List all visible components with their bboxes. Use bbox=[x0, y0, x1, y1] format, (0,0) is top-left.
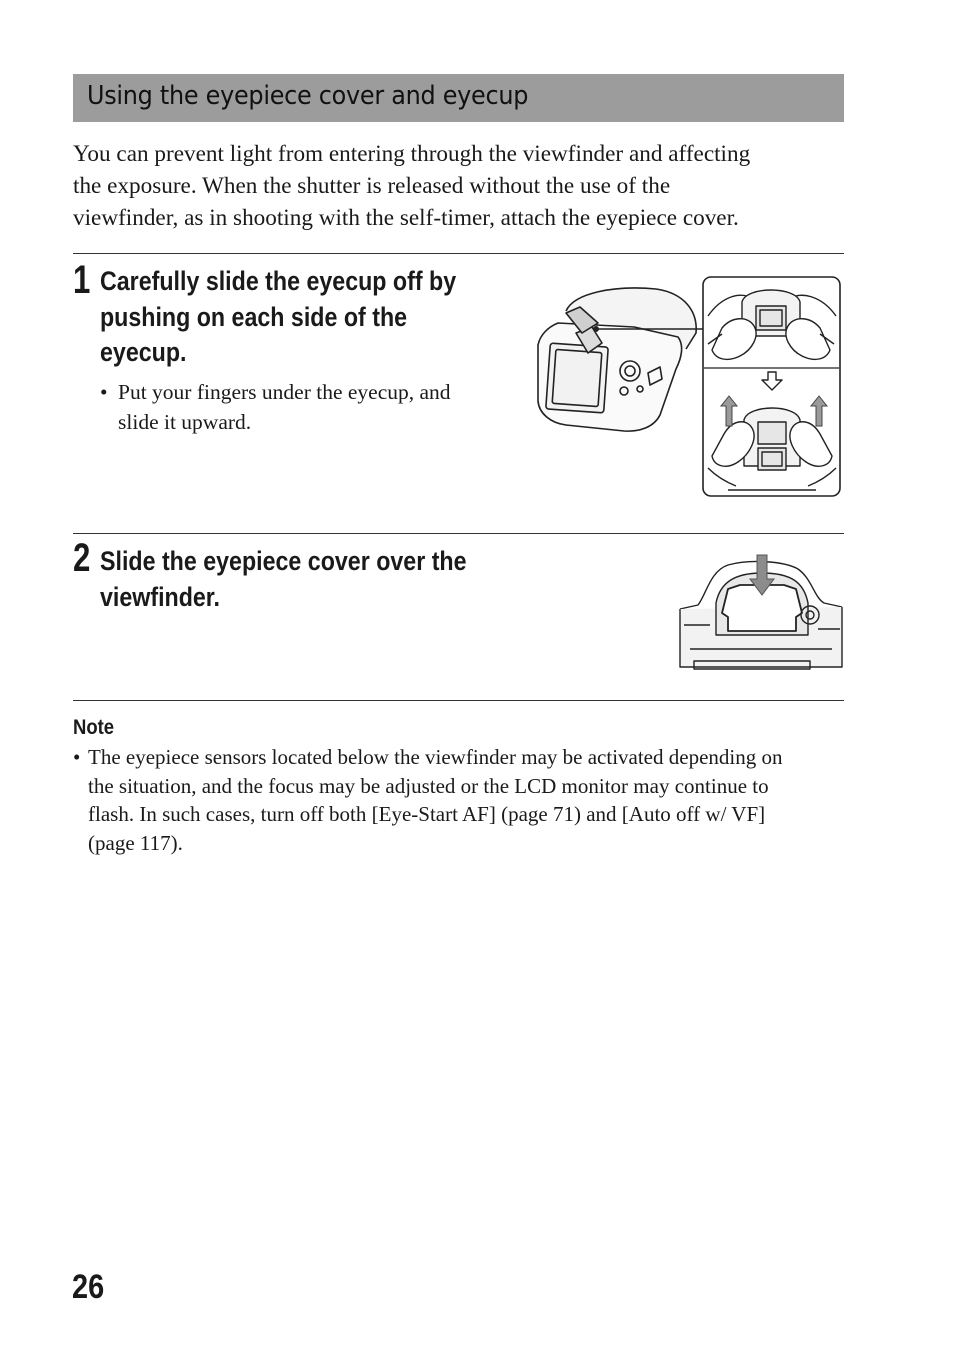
step-2-title-line: viewfinder. bbox=[100, 581, 221, 612]
eyepiece-cover-illustration bbox=[680, 555, 844, 669]
section-title: Using the eyepiece cover and eyecup bbox=[87, 81, 529, 111]
note-line: the situation, and the focus may be adjusted or the LCD monitor may continue to bbox=[88, 773, 769, 798]
section-header bbox=[73, 74, 844, 122]
step-1-title bbox=[100, 264, 456, 371]
bullet-mark: • bbox=[100, 380, 108, 404]
eyecup-removal-illustration bbox=[702, 276, 842, 498]
page-number: 26 bbox=[72, 1268, 105, 1306]
divider-rule bbox=[73, 253, 844, 254]
note-line: (page 117). bbox=[88, 830, 183, 855]
step-2-number: 2 bbox=[73, 536, 91, 580]
divider-rule bbox=[73, 700, 844, 701]
step-1-instruction-line: Put your fingers under the eyecup, and bbox=[118, 380, 451, 404]
note-line: The eyepiece sensors located below the viewfinder may be activated depending on bbox=[88, 745, 783, 769]
divider-rule bbox=[73, 533, 844, 534]
step-2-title-line: Slide the eyepiece cover over the bbox=[100, 546, 467, 576]
note-line: flash. In such cases, turn off both [Eye-Start AF] (page 71) and [Auto off w/ VF] bbox=[88, 802, 766, 826]
step-1-number: 1 bbox=[73, 258, 91, 302]
intro-line: the exposure. When the shutter is released without the use of the bbox=[73, 173, 671, 199]
intro-line: viewfinder, as in shooting with the self-timer, attach the eyepiece cover. bbox=[73, 205, 739, 231]
note-body bbox=[73, 743, 843, 857]
step-1-instruction bbox=[100, 377, 520, 437]
step-1-title-line: Carefully slide the eyecup off by bbox=[100, 266, 457, 296]
step-1-title-line: pushing on each side of the bbox=[100, 301, 408, 332]
step-1-instruction-line: slide it upward. bbox=[118, 410, 252, 434]
bullet-mark: • bbox=[73, 745, 81, 769]
step-2-title bbox=[100, 544, 467, 615]
intro-line: You can prevent light from entering through the viewfinder and affecting bbox=[73, 141, 751, 167]
intro-paragraph bbox=[73, 138, 853, 234]
camera-back-illustration bbox=[536, 283, 706, 433]
step-1-title-line: eyecup. bbox=[100, 337, 187, 367]
note-heading: Note bbox=[73, 716, 115, 739]
